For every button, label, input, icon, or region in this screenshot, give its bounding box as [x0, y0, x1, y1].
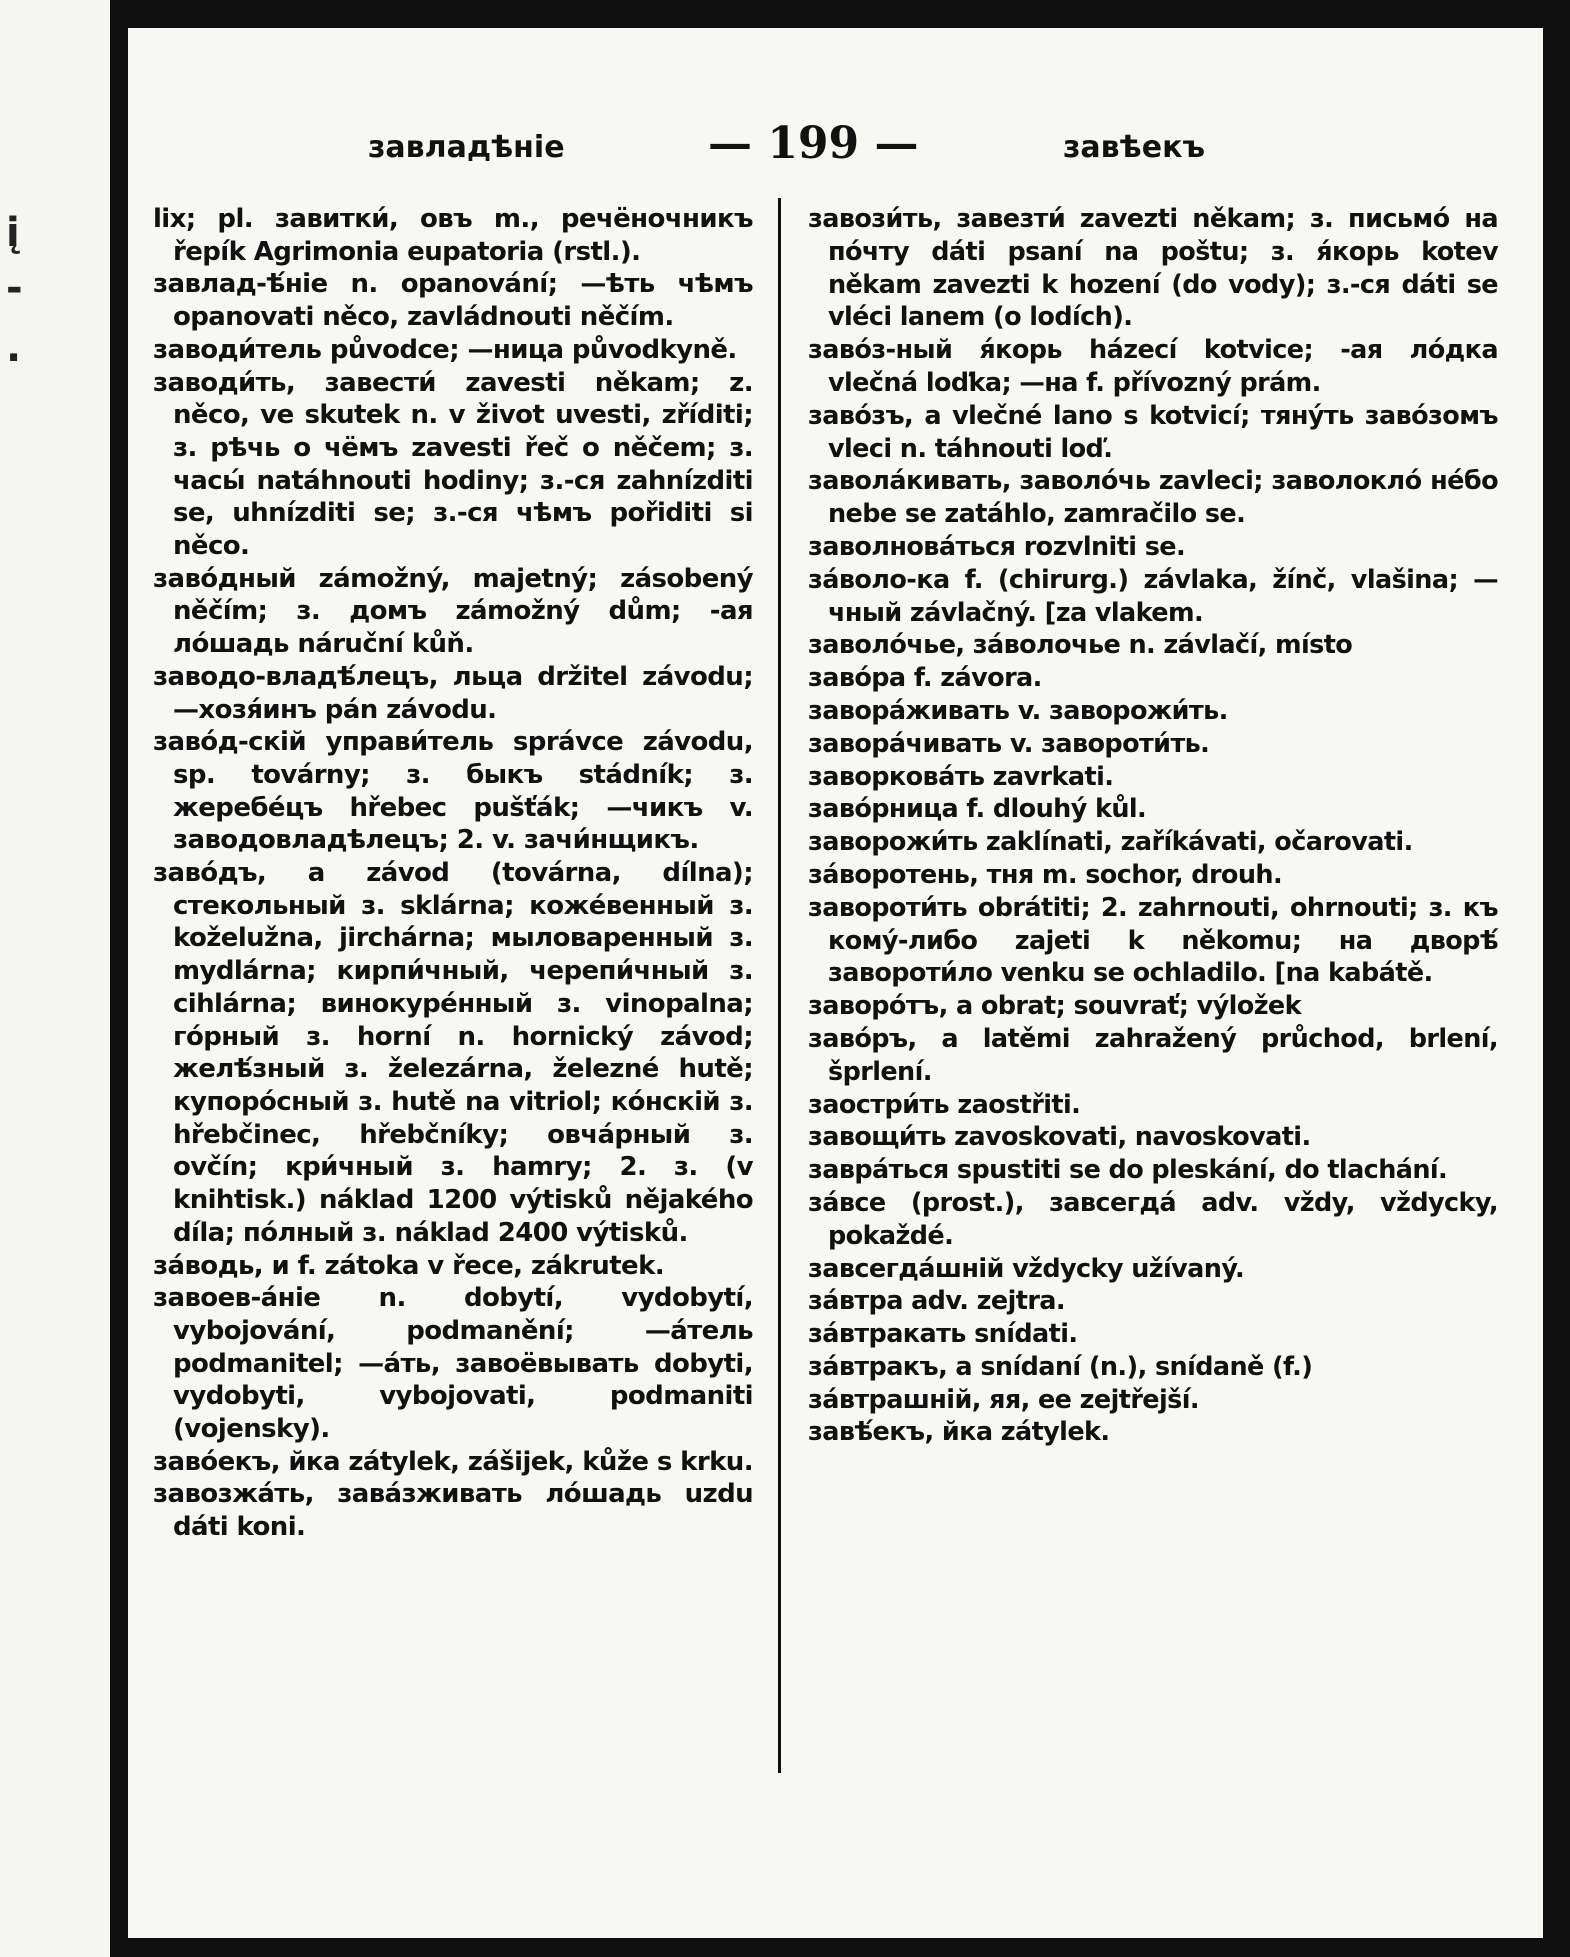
dictionary-page — [128, 28, 1543, 1938]
prev-page-fragment: - — [6, 265, 23, 311]
dictionary-entry: за́воло-ка f. (chirurg.) závlaka, žínč, vlašina; —чный závlačný. [za vlakem. — [808, 564, 1498, 628]
dictionary-entry: завлад-ѣ́ніе n. opanování; —ѣть чѣмъ opanovati něco, zavládnouti něčím. — [153, 269, 753, 333]
dictionary-entry: заволо́чье, за́волочье n. závlačí, místo — [808, 630, 1353, 661]
dictionary-entry: за́втракъ, а snídaní (n.), snídaně (f.) — [808, 1351, 1313, 1382]
dictionary-entry: заводи́тель původce; —ница původkyně. — [153, 334, 737, 365]
left-running-head: завладѣніе — [368, 130, 565, 165]
dictionary-entry: завози́ть, завезти́ zavezti někam; з. письмо́ на по́чту dáti psaní na poštu; з. я́корь kotev někam zavezti k hození (do vody); з.-ся dáti se vléci lanem (o lodích). — [808, 204, 1498, 333]
dictionary-entry: заво́д-скій управи́тель správce závodu, sp. továrny; з. быкъ stádník; з. жеребе́цъ hřebec pušťák; —чикъ v. заводовладѣлецъ; 2. v. зачи́нщикъ. — [153, 727, 753, 856]
dictionary-entry: завсегда́шній vždycky užívaný. — [808, 1253, 1245, 1284]
dictionary-entry: заво́ръ, а latěmi zahražený průchod, brlení, šprlení. — [808, 1023, 1498, 1087]
dictionary-entry: заводо-владѣ́лецъ, льца držitel závodu; —хозя́инъ pán závodu. — [153, 661, 753, 725]
previous-page-edge — [0, 0, 110, 1957]
column-divider — [778, 198, 781, 1773]
dictionary-entry: завозжа́ть, зава́зживать ло́шадь uzdu dáti koni. — [153, 1479, 753, 1543]
dictionary-entry: заво́рница f. dlouhý kůl. — [808, 794, 1147, 825]
prev-page-fragment: . — [6, 325, 22, 371]
dictionary-entry: заворáживать v. заворожи́ть. — [808, 695, 1228, 726]
dictionary-entry: за́втра adv. zejtra. — [808, 1286, 1065, 1317]
dictionary-entry: заво́екъ, йка zátylek, zášijek, kůže s krku. — [153, 1446, 753, 1477]
dictionary-entry: за́втрашній, яя, ее zejtřejší. — [808, 1384, 1199, 1415]
dictionary-entry: завѣ́екъ, йка zátylek. — [808, 1417, 1110, 1448]
dictionary-entry: за́втракать snídati. — [808, 1319, 1078, 1350]
dictionary-entry: заволáкивать, заволо́чь zavleci; заволокло́ не́бо nebe se zatáhlo, zamračilo se. — [808, 466, 1498, 530]
dictionary-entry: заворáчивать v. заворoти́ть. — [808, 728, 1210, 759]
dictionary-entry: завощи́ть zavoskovati, navoskovati. — [808, 1122, 1311, 1153]
prev-page-fragment: į — [6, 210, 20, 256]
dictionary-entry: заво́ра f. závora. — [808, 663, 1042, 694]
dictionary-entry: заво́з-ный я́корь házecí kotvice; -ая ло́дка vlečná loďka; —на f. přívozný prám. — [808, 335, 1498, 398]
dictionary-entry: заво́дъ, а závod (továrna, dílna); стекольный з. sklárna; коже́венный з. koželužna, jirchárna; мыловаренный з. mydlárna; кирпи́чный, черепи́чный з. cihlárna; винокуре́нный з. vinopalna; го́рный з. horní n. hornický závod; желѣ́зный з. železárna, železné hutě; купоро́сный з. hutě na vitriol; ко́нскій з. hřebčinec, hřebčníky; овча́рный з. ovčín; кри́чный з. hamry; 2. з. (v knihtisk.) náklad 1200 výtisků nějakého díla; по́лный з. náklad 2400 výtisků. — [153, 858, 753, 1248]
page-number: — 199 — — [708, 118, 919, 169]
dictionary-entry: заворкова́ть zavrkati. — [808, 761, 1114, 792]
dictionary-entry: за́все (prost.), завсегда́ adv. vždy, vždycky, pokaždé. — [808, 1187, 1498, 1251]
dictionary-entry: заворожи́ть zaklínati, zaříkávati, očarovati. — [808, 827, 1413, 858]
dictionary-entry: заворoти́ть obrátiti; 2. zahrnouti, ohrnouti; з. къ кому́-либо zajeti k někomu; на дворѣ́ заворoти́ло venku se ochladilo. [na kabátě. — [808, 892, 1498, 989]
page-header — [128, 118, 1543, 178]
dictionary-entry: за́воротень, тня m. sochor, drouh. — [808, 859, 1283, 890]
right-running-head: завѣекъ — [1063, 130, 1205, 165]
dictionary-entry: завоев-а́ніе n. dobytí, vydobytí, vybojování, podmanění; —а́тель podmanitel; —а́ть, завоёвывать dobyti, vydobyti, vybojovati, podmaniti (vojensky). — [153, 1283, 753, 1445]
dictionary-entry: завра́ться spustiti se do pleskání, do tlachání. — [808, 1155, 1448, 1186]
dictionary-entry: заворо́тъ, а obrat; souvrať; výložek — [808, 991, 1301, 1022]
dictionary-entry: lix; pl. завитки́, овъ m., речёночникъ řepík Agrimonia eupatoria (rstl.). — [153, 204, 753, 267]
dictionary-entry: заводи́ть, завести́ zavesti někam; z. něco, ve skutek n. v život uvesti, zříditi; з. рѣчь о чёмъ zavesti řeč o něčem; з. часы́ natáhnouti hodiny; з.-ся zahnízditi se, uhnízditi se; з.-ся чѣмъ pořiditi si něco. — [153, 367, 753, 562]
right-column — [808, 203, 1498, 1449]
left-column — [153, 203, 753, 1544]
dictionary-entry: заостри́ть zaostřiti. — [808, 1089, 1081, 1120]
dictionary-entry: за́водь, и f. zátoka v řece, zákrutek. — [153, 1250, 665, 1281]
dictionary-entry: заволнова́ться rozvlniti se. — [808, 531, 1186, 562]
dictionary-entry: заво́дный zámožný, majetný; zásobený něčím; з. домъ zámožný dům; -ая ло́шадь náruční kůň. — [153, 563, 753, 660]
dictionary-entry: заво́зъ, а vlečné lano s kotvicí; тяну́ть заво́зомъ vleci n. táhnouti loď. — [808, 400, 1498, 464]
